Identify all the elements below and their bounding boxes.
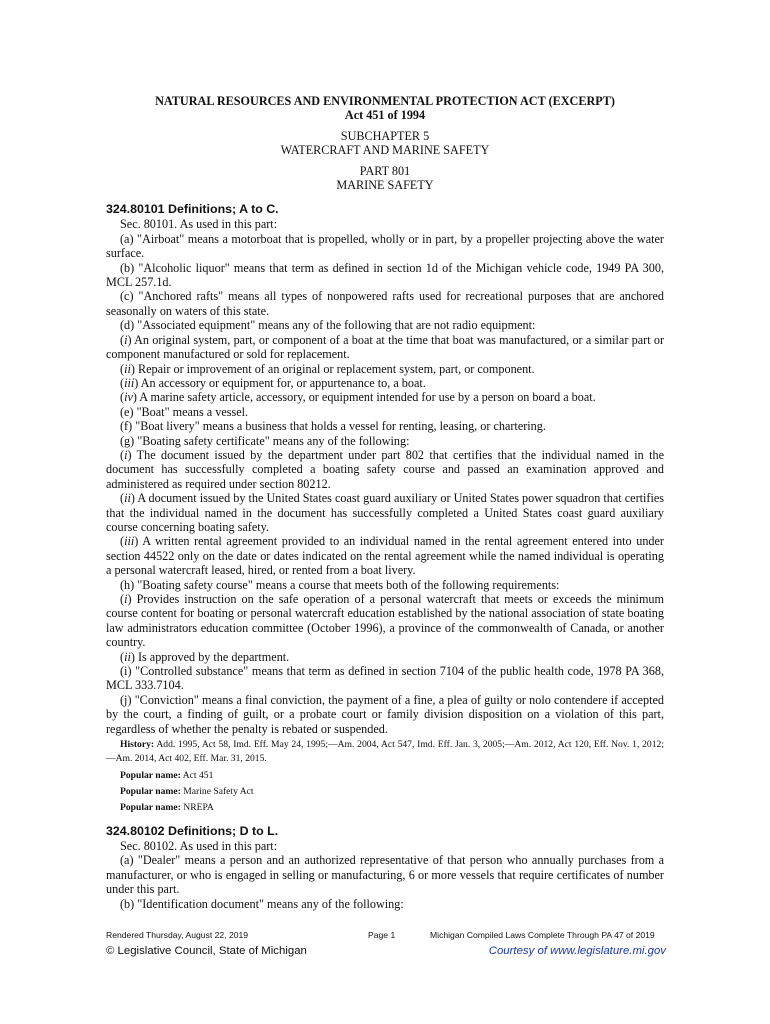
paragraph	[106, 693, 664, 736]
subchapter-number: SUBCHAPTER 5	[340, 128, 430, 143]
roman-numeral: i	[124, 332, 128, 347]
part-name: MARINE SAFETY	[336, 178, 434, 193]
paragraph	[106, 217, 664, 231]
paren-open: (	[120, 491, 125, 506]
paragraph-text: (i) "Controlled substance" means that term as defined in section 7104 of the public health code, 1978 PA 368, MCL 333.7104.	[106, 664, 664, 693]
popular-name-label: Popular name:	[120, 770, 181, 782]
paragraph	[106, 853, 664, 896]
section-heading-80101: 324.80101 Definitions; A to C.	[106, 202, 279, 217]
paragraph-text: (g) "Boating safety certificate" means any of the following:	[120, 433, 410, 448]
paragraph	[106, 390, 664, 404]
paren-open: (	[120, 361, 125, 376]
roman-numeral: ii	[124, 649, 131, 664]
paragraph-text: (b) "Identification document" means any of the following:	[120, 896, 404, 911]
paren-open: (	[120, 534, 125, 549]
popular-name-label: Popular name:	[120, 786, 181, 798]
popular-name-2	[106, 786, 664, 798]
paragraph-text: (h) "Boating safety course" means a course that meets both of the following requirements:	[120, 577, 560, 592]
paragraph	[106, 491, 664, 534]
paragraph	[106, 650, 664, 664]
paragraph-text: Sec. 80102. As used in this part:	[120, 839, 278, 854]
section-heading-80102: 324.80102 Definitions; D to L.	[106, 824, 279, 839]
paragraph	[106, 578, 664, 592]
roman-numeral: ii	[124, 361, 131, 376]
part-number: PART 801	[359, 163, 411, 178]
paragraph	[106, 318, 664, 332]
popular-name-value: Marine Safety Act	[183, 786, 254, 798]
paragraph	[106, 434, 664, 448]
subchapter-name: WATERCRAFT AND MARINE SAFETY	[280, 143, 490, 158]
paragraph	[106, 333, 664, 362]
paragraph	[106, 839, 664, 853]
paragraph	[106, 897, 664, 911]
paragraph-text: (c) "Anchored rafts" means all types of nonpowered rafts used for recreational purposes that are anchored seasonally on waters of this state.	[106, 289, 664, 318]
paragraph-text: ) Repair or improvement of an original or replacement system, part, or component.	[130, 361, 535, 376]
paragraph	[106, 664, 664, 693]
legislative-council: © Legislative Council, State of Michigan	[106, 945, 307, 957]
paragraph	[106, 362, 664, 376]
paragraph	[106, 592, 664, 650]
paragraph-text: (e) "Boat" means a vessel.	[120, 404, 249, 419]
paragraph	[106, 376, 664, 390]
compiled-through: Michigan Compiled Laws Complete Through PA 47 of 2019	[430, 930, 655, 940]
paren-open: (	[120, 390, 125, 405]
paragraph-text: (j) "Conviction" means a final conviction, the payment of a fine, a plea of guilty or nolo contendere if accepted by the court, a finding of guilt, or a probate court or family division disposition on a violation of this part, regardless of whether the penalty is rebated or suspended.	[106, 692, 664, 736]
roman-numeral: iii	[124, 375, 135, 390]
paragraph	[106, 261, 664, 290]
courtesy-link[interactable]: Courtesy of www.legislature.mi.gov	[488, 945, 666, 957]
popular-name-value: Act 451	[182, 770, 214, 782]
paragraph-text: ) A document issued by the United States coast guard auxiliary or United States power squadron that certifies that the individual named in the document has successfully completed a United States coast guard auxiliary course concerning boating safety.	[106, 491, 664, 534]
paragraph	[106, 289, 664, 318]
popular-name-value: NREPA	[183, 802, 214, 814]
roman-numeral: i	[124, 592, 128, 606]
paren-open: (	[120, 332, 125, 347]
history-text: Add. 1995, Act 58, Imd. Eff. May 24, 1995;—Am. 2004, Act 547, Imd. Eff. Jan. 3, 2005;—Am. 2012, Act 120, Eff. Nov. 1, 2012;—Am. 2014, Act 402, Eff. Mar. 31, 2015.	[106, 739, 664, 765]
paragraph-text: ) An original system, part, or component of a boat at the time that boat was manufactured, or a similar part or component manufactured or sold for replacement.	[106, 332, 664, 362]
paragraph-text: (f) "Boat livery" means a business that holds a vessel for renting, leasing, or chartering.	[120, 419, 546, 434]
paragraph-text: (b) "Alcoholic liquor" means that term as defined in section 1d of the Michigan vehicle code, 1949 PA 300, MCL 257.1d.	[106, 260, 664, 290]
paragraph-text: (d) "Associated equipment" means any of the following that are not radio equipment:	[120, 318, 536, 333]
roman-numeral: iv	[124, 390, 133, 405]
paragraph-text: ) Is approved by the department.	[130, 649, 290, 664]
paragraph-text: (a) "Airboat" means a motorboat that is propelled, wholly or in part, by a propeller projecting above the water surface.	[106, 231, 664, 261]
history-label: History:	[120, 739, 155, 751]
paren-open: (	[120, 592, 125, 606]
section-body-80101	[106, 217, 664, 736]
paren-open: (	[120, 649, 125, 664]
roman-numeral: i	[124, 447, 128, 462]
popular-name-label: Popular name:	[120, 802, 181, 814]
paragraph-text: (a) "Dealer" means a person and an authorized representative of that person who annually purchases from a manufacturer, or who is engaged in selling or manufacturing, 6 or more vessels that require certificates of number under this part.	[106, 853, 664, 897]
popular-name-3	[106, 802, 664, 814]
roman-numeral: iii	[124, 534, 135, 549]
paragraph-text: ) Provides instruction on the safe operation of a personal watercraft that meets or exceeds the minimum course content for boating or personal watercraft education established by the national association of state boating law administrators education committee (October 1996), a province of the commonwealth of Canada, or another country.	[106, 592, 664, 650]
paragraph	[106, 448, 664, 491]
paragraph	[106, 232, 664, 261]
document-title: NATURAL RESOURCES AND ENVIRONMENTAL PROTECTION ACT (EXCERPT)	[155, 94, 615, 108]
paragraph	[106, 534, 664, 577]
document-page	[106, 94, 664, 911]
page-number: Page 1	[368, 930, 396, 940]
rendered-date: Rendered Thursday, August 22, 2019	[106, 930, 249, 940]
paragraph-text: ) An accessory or equipment for, or appurtenance to, a boat.	[134, 375, 426, 390]
paragraph-text: ) A marine safety article, accessory, or equipment intended for use by a person on board a boat.	[132, 390, 596, 405]
history-note	[106, 738, 664, 766]
section-body-80102	[106, 839, 664, 911]
act-number: Act 451 of 1994	[344, 108, 426, 123]
paren-open: (	[120, 447, 125, 462]
popular-name-1	[106, 770, 664, 782]
paragraph-text: ) The document issued by the department under part 802 that certifies that the individual named in the document has successfully completed a boating safety course and passed an examination approved and administered as required under section 80212.	[106, 447, 664, 491]
paragraph	[106, 419, 664, 433]
paragraph-text: Sec. 80101. As used in this part:	[120, 217, 278, 232]
paragraph	[106, 405, 664, 419]
paren-open: (	[120, 375, 125, 390]
paragraph-text: ) A written rental agreement provided to an individual named in the rental agreement entered into under section 44522 only on the date or dates indicated on the rental agreement while the named individual is operating a personal watercraft leased, hired, or rented from a boat livery.	[106, 534, 664, 578]
roman-numeral: ii	[124, 491, 131, 506]
